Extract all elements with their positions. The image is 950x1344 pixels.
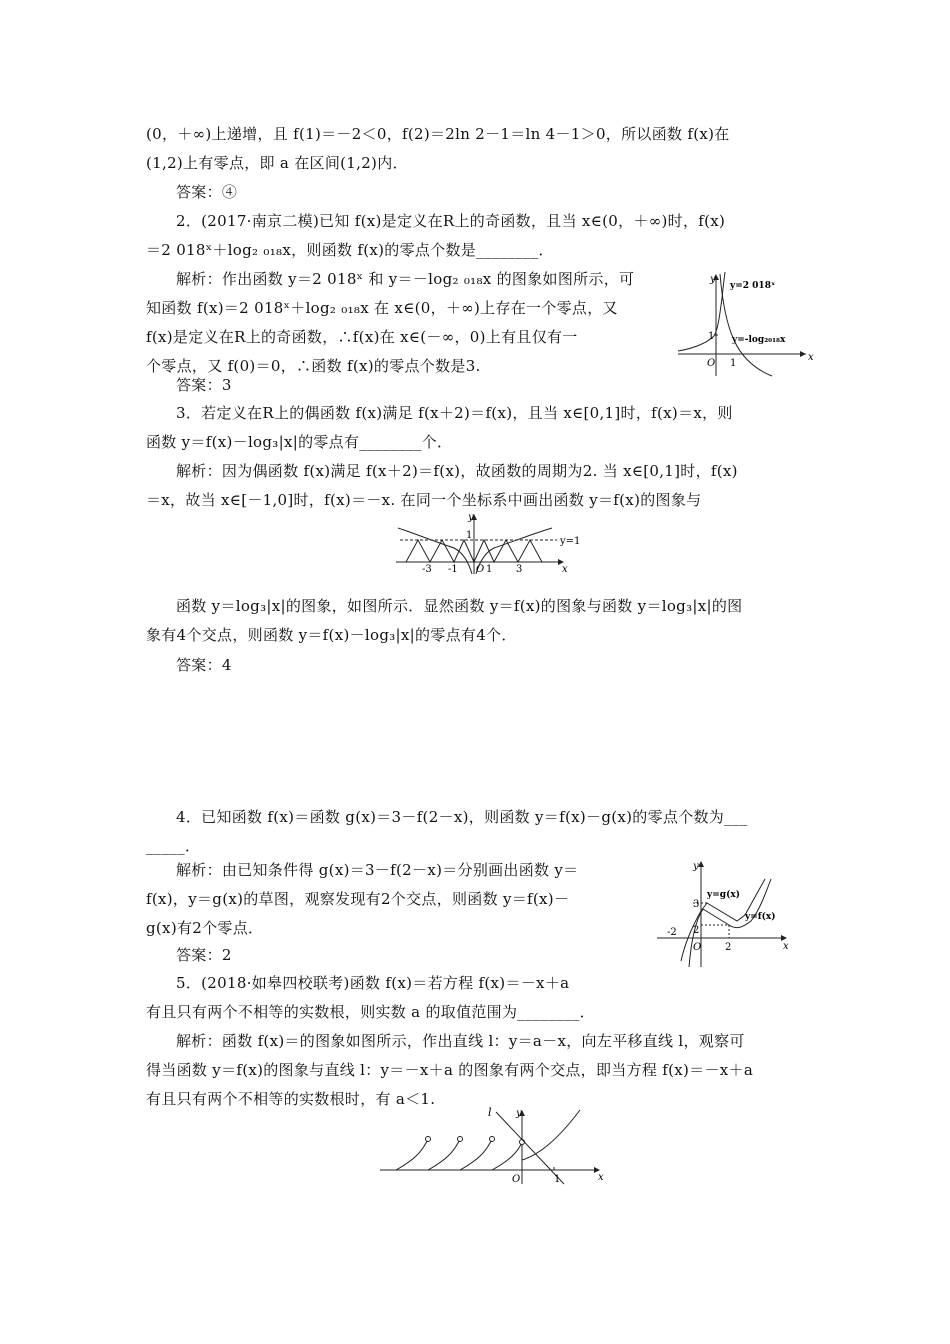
label-x-one: 1: [730, 358, 737, 369]
open-point-2: [458, 1137, 463, 1142]
label-three: 3: [516, 564, 523, 575]
figure-4-fg: [655, 855, 795, 970]
label-x: x: [598, 1172, 604, 1183]
p5-solution-2: 得当函数 y＝f(x)的图象与直线 l：y＝－x＋a 的图象有两个交点，即当方程 f(x)＝－x＋a: [146, 1061, 754, 1079]
p4-solution-1: 解析：由已知条件得 g(x)＝3－f(2－x)＝分别画出函数 y＝: [176, 861, 579, 879]
p1-line-1: (0，＋∞)上递增，且 f(1)＝－2＜0，f(2)＝2ln 2－1＝ln 4－1＞0，所以函数 f(x)在: [146, 125, 730, 143]
label-y: y: [710, 274, 716, 285]
label-y-one: 1: [708, 331, 715, 342]
label-minus-two: -2: [667, 927, 677, 938]
label-x: x: [783, 941, 789, 952]
piece-1: [396, 1139, 428, 1170]
p1-line-2: (1,2)上有零点，即 a 在区间(1,2)内．: [146, 154, 408, 172]
curve-exp: [678, 272, 725, 351]
label-x: x: [808, 352, 814, 363]
label-two-y: 2: [693, 925, 700, 936]
label-f: y=f(x): [745, 912, 776, 922]
piece-3: [460, 1139, 492, 1170]
label-g: y=g(x): [707, 890, 740, 900]
label-three: 3: [693, 899, 700, 910]
p3-question-1: 3．若定义在R上的偶函数 f(x)满足 f(x＋2)＝f(x)，且当 x∈[0,1]时，f(x)＝x，则: [176, 404, 733, 422]
p3-solution-2: ＝x，故当 x∈[－1,0]时，f(x)＝－x. 在同一个坐标系中画出函数 y＝f(x)的图象与: [146, 491, 702, 509]
p2-question-1: 2．(2017·南京二模)已知 f(x)是定义在R上的奇函数，且当 x∈(0，＋∞)时，f(x): [176, 212, 726, 230]
p2-answer: 答案：3: [176, 376, 232, 394]
piece-right: [522, 1110, 580, 1160]
p2-solution-3: f(x)是定义在R上的奇函数，∴f(x)在 x∈(－∞，0)上有且仅有一: [146, 328, 578, 346]
label-one-y: 1: [466, 530, 473, 541]
figure-5-line-l: [378, 1104, 618, 1186]
label-log: y=-log₂₀₁₈x: [732, 335, 786, 345]
p1-answer: 答案：④: [176, 183, 238, 201]
label-y: y: [516, 1108, 522, 1119]
p4-answer: 答案：2: [176, 946, 232, 964]
p4-question-1: 4．已知函数 f(x)＝函数 g(x)＝3－f(2－x)，则函数 y＝f(x)－g(x)的零点个数为___: [176, 808, 748, 826]
p5-solution-1: 解析：函数 f(x)＝的图象如图所示，作出直线 l：y＝a－x，向左平移直线 l，观察可: [176, 1032, 745, 1050]
p2-solution-4: 个零点，又 f(0)＝0，∴函数 f(x)的零点个数是3.: [146, 357, 481, 375]
p2-solution-1: 解析：作出函数 y＝2 018ˣ 和 y＝－log₂ ₀₁₈x 的图象如图所示，可: [176, 270, 635, 288]
graph-log-left: [398, 528, 472, 574]
label-y: y: [468, 512, 474, 523]
label-x: x: [562, 564, 568, 575]
label-origin: O: [512, 1174, 521, 1185]
p5-solution-3: 有且只有两个不相等的实数根时，有 a＜1.: [146, 1090, 436, 1108]
label-minus-three: -3: [422, 564, 432, 575]
label-y: y: [693, 861, 699, 872]
p3-after-1: 函数 y＝log₃|x|的图象，如图所示．显然函数 y＝f(x)的图象与函数 y＝log₃|x|的图: [176, 597, 743, 615]
p3-after-2: 象有4个交点，则函数 y＝f(x)－log₃|x|的零点有4个．: [146, 626, 517, 644]
p3-question-2: 函数 y＝f(x)－log₃|x|的零点有________个．: [146, 433, 453, 451]
y-arrow: [698, 861, 704, 867]
label-origin: O: [476, 564, 485, 575]
label-exp: y=2 018ˣ: [730, 281, 776, 291]
label-y-equals-1: y=1: [560, 536, 581, 547]
label-minus-one: -1: [448, 564, 458, 575]
figure-3-periodic: [392, 510, 592, 576]
open-point-1: [426, 1137, 431, 1142]
p4-solution-3: g(x)有2个零点．: [146, 919, 264, 937]
label-one-x: 1: [486, 564, 493, 575]
p2-question-2: ＝2 018ˣ＋log₂ ₀₁₈x，则函数 f(x)的零点个数是________．: [146, 241, 554, 259]
piece-2: [428, 1139, 460, 1170]
p4-solution-2: f(x)，y＝g(x)的草图，观察发现有2个交点，则函数 y＝f(x)－: [146, 890, 570, 908]
p3-solution-1: 解析：因为偶函数 f(x)满足 f(x＋2)＝f(x)，故函数的周期为2. 当 x∈[0,1]时，f(x): [176, 462, 738, 480]
x-arrow: [800, 351, 806, 357]
p4-question-2: _____．: [146, 837, 201, 855]
p3-answer: 答案：4: [176, 656, 232, 674]
label-origin: O: [693, 942, 702, 953]
open-point-3: [490, 1137, 495, 1142]
piece-4: [492, 1142, 522, 1170]
p5-question-1: 5．(2018·如皋四校联考)函数 f(x)＝若方程 f(x)＝－x＋a: [176, 974, 570, 992]
label-two-x: 2: [725, 942, 732, 953]
label-l: l: [488, 1106, 492, 1119]
p5-question-2: 有且只有两个不相等的实数根，则实数 a 的取值范围为________．: [146, 1003, 595, 1021]
label-origin: O: [707, 358, 716, 369]
figure-2-exp-log: [676, 268, 816, 378]
label-one: 1: [554, 1174, 561, 1185]
p2-solution-2: 知函数 f(x)＝2 018ˣ＋log₂ ₀₁₈x 在 x∈(0，＋∞)上存在一个零点，又: [146, 299, 618, 317]
